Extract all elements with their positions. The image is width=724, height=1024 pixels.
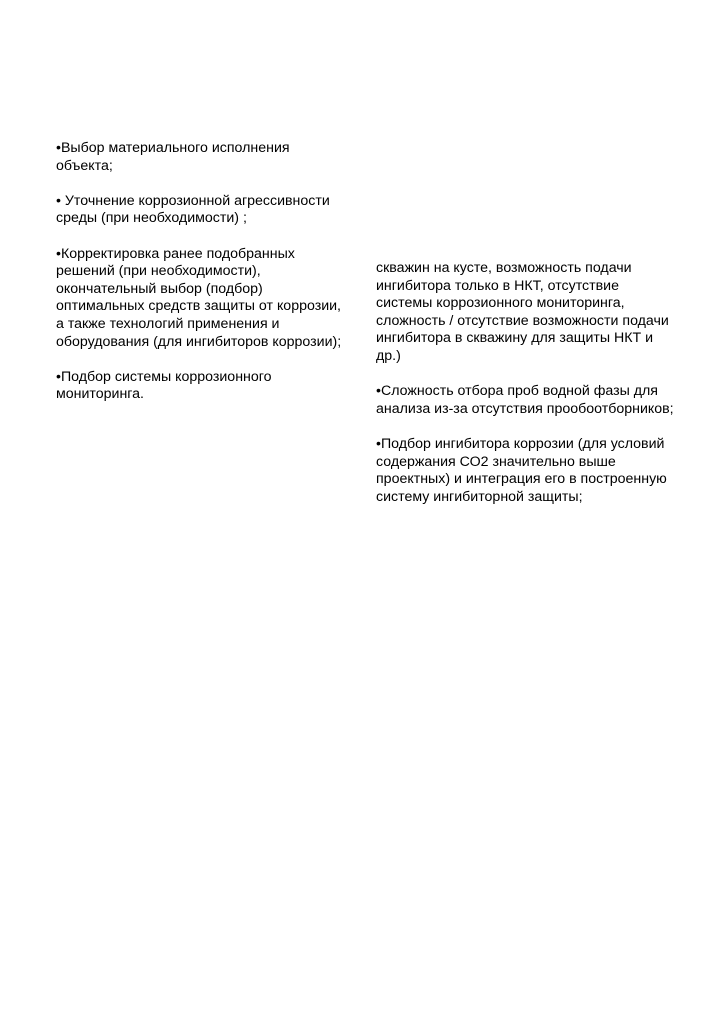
- text-line: содержания СО2 значительно выше: [376, 453, 616, 470]
- text-line: ингибитора в скважину для защиты НКТ и: [376, 330, 654, 347]
- text-line: •Корректировка ранее подобранных: [56, 245, 295, 262]
- text-line: оптимальных средств защиты от коррозии,: [56, 298, 342, 315]
- text-line: мониторинга.: [56, 386, 144, 403]
- text-line: •Подбор системы коррозионного: [56, 368, 272, 385]
- text-line: среды (при необходимости) ;: [56, 210, 247, 227]
- left-paragraph-corrosivity: [56, 193, 372, 228]
- text-line: •Выбор материального исполнения: [56, 140, 290, 156]
- text-line: системы коррозионного мониторинга,: [376, 295, 625, 312]
- right-paragraph-sampling: [376, 383, 696, 418]
- text-line: •Подбор ингибитора коррозии (для условий: [376, 435, 665, 452]
- text-line: объекта;: [56, 157, 113, 174]
- left-paragraph-material-selection: [56, 140, 372, 175]
- text-line: •Сложность отбора проб водной фазы для: [376, 383, 658, 400]
- text-line: проектных) и интеграция его в построенную: [376, 471, 667, 488]
- text-line: решений (при необходимости),: [56, 263, 261, 280]
- text-line: др.): [376, 347, 401, 364]
- left-paragraph-monitoring: [56, 369, 372, 404]
- text-line: ингибитора только в НКТ, отсутствие: [376, 277, 620, 294]
- left-text-column: [56, 140, 372, 422]
- text-line: • Уточнение коррозионной агрессивности: [56, 192, 330, 209]
- text-line: систему ингибиторной защиты;: [376, 488, 583, 505]
- right-paragraph-wells: [376, 260, 696, 366]
- text-line: анализа из-за отсутствия прообоотборников;: [376, 400, 674, 417]
- right-paragraph-inhibitor: [376, 436, 696, 506]
- text-line: оборудования (для ингибиторов коррозии);: [56, 333, 342, 350]
- text-line: скважин на кусте, возможность подачи: [376, 260, 632, 276]
- left-paragraph-correction: [56, 246, 372, 352]
- right-text-column: [376, 260, 696, 524]
- text-line: сложность / отсутствие возможности подачи: [376, 312, 669, 329]
- text-line: окончательный выбор (подбор): [56, 280, 263, 297]
- text-line: а также технологий применения и: [56, 315, 280, 332]
